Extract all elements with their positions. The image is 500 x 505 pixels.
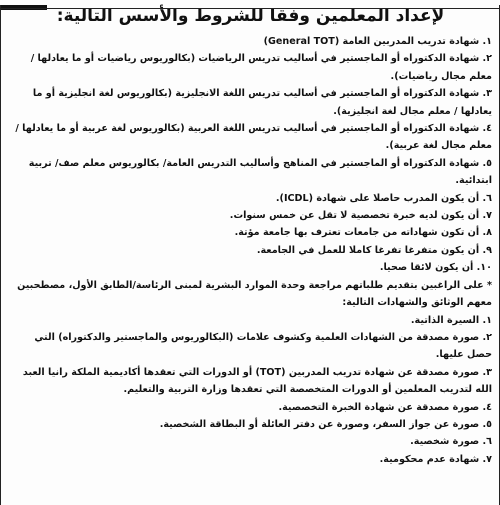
page-title: لإعداد المعلمين وفقا للشروط والأسس التالية: bbox=[56, 6, 445, 26]
document-item: ٣. صورة مصدقة عن شهادة تدريب المدربين (TOT) أو الدورات التي تعقدها أكاديمية الملكة رانيا العبد الله لتدريب المعلمين أو الدورات المتخصصة التي تعقدها وزارة التربية والتعليم. bbox=[22, 366, 492, 396]
header-rule bbox=[1, 8, 499, 9]
document-item: ١. السيرة الذاتية. bbox=[410, 314, 492, 326]
document-item: ٧. شهادة عدم محكومية. bbox=[379, 453, 492, 465]
condition-item: ١. شهادة تدريب المدربين العامة (General TOT) bbox=[263, 36, 492, 47]
condition-item: ٤. شهادة الدكتوراه أو الماجستير في أساليب تدريس اللغة العربية (بكالوريوس لغة عربية أو ما يعادلها / معلم مجال لغة عربية). bbox=[15, 123, 492, 152]
document-item: ٦. صورة شخصية. bbox=[410, 436, 492, 448]
condition-item: ٧. أن يكون لديه خبرة تخصصية لا تقل عن خمس سنوات. bbox=[229, 210, 492, 222]
condition-item: ٨. أن تكون شهاداته من جامعات تعترف بها جامعة مؤتة. bbox=[234, 227, 492, 239]
application-note: * على الراغبين بتقديم طلباتهم مراجعة وحدة الموارد البشرية لمبنى الرئاسة/الطابق الأول، مصطحبين معهم الوثائق والشهادات التالية: bbox=[17, 279, 492, 309]
document-item: ٥. صورة عن جواز السفر، وصورة عن دفتر العائلة أو البطاقة الشخصية. bbox=[159, 418, 492, 430]
condition-item: ٥. شهادة الدكتوراه أو الماجستير في المناهج وأساليب التدريس العامة/ بكالوريوس معلم صف/ تربية ابتدائية. bbox=[28, 157, 492, 187]
condition-item: ٩. أن يكون متفرغا تفرغا كاملا للعمل في الجامعة. bbox=[256, 244, 492, 256]
condition-item: ٢. شهادة الدكتوراه أو الماجستير في أساليب تدريس الرياضيات (بكالوريوس رياضيات أو ما يعادلها / معلم مجال رياضيات). bbox=[30, 53, 492, 82]
conditions-list bbox=[9, 33, 492, 277]
document-item: ٢. صورة مصدقة من الشهادات العلمية وكشوف علامات (البكالوريوس والماجستير والدكتوراه) التي حصل عليها. bbox=[34, 331, 492, 361]
condition-item: ٦. أن يكون المدرب حاصلا على شهادة (ICDL). bbox=[275, 192, 492, 204]
condition-item: ٣. شهادة الدكتوراه أو الماجستير في أساليب تدريس اللغة الانجليزية (بكالوريوس لغة انجليزية أو ما يعادلها / معلم مجال لغة انجليزية). bbox=[32, 88, 492, 117]
condition-item: ١٠. أن يكون لائقا صحيا. bbox=[379, 262, 492, 274]
document-page bbox=[0, 5, 500, 505]
document-item: ٤. صورة مصدقة عن شهادة الخبرة التخصصية. bbox=[278, 401, 492, 413]
documents-list bbox=[9, 312, 492, 469]
